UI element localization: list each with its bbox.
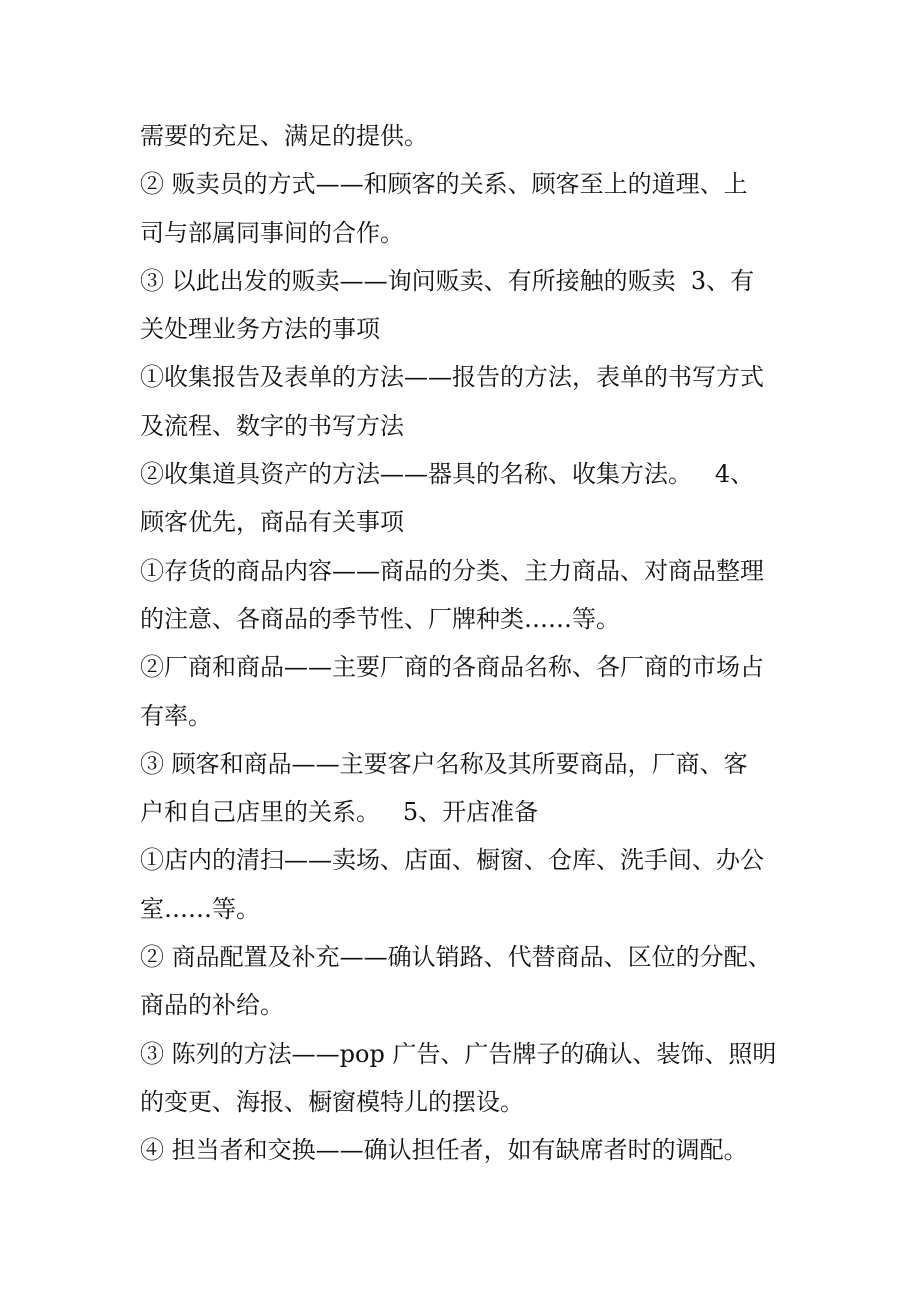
text-line: ③ 以此出发的贩卖——询问贩卖、有所接触的贩卖 3、有 [140,266,755,295]
text-line: ①存货的商品内容——商品的分类、主力商品、对商品整理 [140,556,764,585]
text-line: 商品的补给。 [140,991,284,1020]
text-line: ③ 陈列的方法——pop 广告、广告牌子的确认、装饰、照明 [140,1039,777,1068]
text-line: 顾客优先，商品有关事项 [140,508,404,537]
text-line: ②厂商和商品——主要厂商的各商品名称、各厂商的市场占 [140,653,764,682]
text-line: ②收集道具资产的方法——器具的名称、收集方法。 4、 [140,460,755,489]
text-line: 户和自己店里的关系。 5、开店准备 [140,798,539,827]
text-line: 关处理业务方法的事项 [140,315,380,344]
text-line: 需要的充足、满足的提供。 [140,122,428,150]
text-line: ①店内的清扫——卖场、店面、橱窗、仓库、洗手间、办公 [140,846,764,875]
text-line: 及流程、数字的书写方法 [140,411,404,440]
text-line: ④ 担当者和交换——确认担任者，如有缺席者时的调配。 [140,1136,748,1165]
text-line: 的变更、海报、橱窗模特儿的摆设。 [140,1087,524,1116]
text-line: 室……等。 [140,894,260,923]
text-line: 的注意、各商品的季节性、厂牌种类……等。 [140,604,620,633]
document-body [140,112,800,1175]
text-line: ③ 顾客和商品——主要客户名称及其所要商品，厂商、客 [140,749,748,778]
text-line: ①收集报告及表单的方法——报告的方法，表单的书写方式 [140,363,764,392]
text-line: ② 商品配置及补充——确认销路、代替商品、区位的分配、 [140,943,772,972]
text-line: ② 贩卖员的方式——和顾客的关系、顾客至上的道理、上 [140,170,748,199]
text-line: 司与部属同事间的合作。 [140,218,404,247]
text-line: 有率。 [140,701,212,730]
